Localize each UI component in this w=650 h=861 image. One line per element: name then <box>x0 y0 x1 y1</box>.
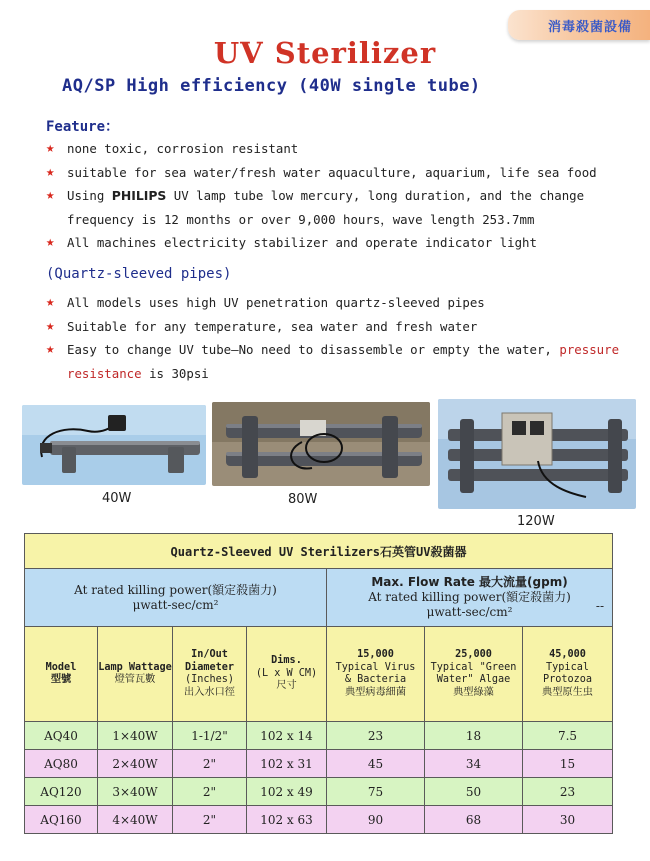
table-row: AQ160 4×40W 2" 102 x 63 90 68 30 <box>25 806 613 834</box>
quartz-item: ★ Easy to change UV tube—No need to disassemble or empty the water, pressure resistance is 30psi <box>46 338 626 385</box>
star-icon: ★ <box>46 234 55 250</box>
quartz-item: ★ Suitable for any temperature, sea water and fresh water <box>46 315 626 339</box>
page-subtitle: AQ/SP High efficiency (40W single tube) <box>62 76 481 96</box>
table-row: AQ40 1×40W 1-1/2" 102 x 14 23 18 7.5 <box>25 722 613 750</box>
feature-item: ★ All machines electricity stabilizer and operate indicator light <box>46 231 626 255</box>
spec-table <box>24 533 613 834</box>
feature-item: ★ none toxic, corrosion resistant <box>46 137 626 161</box>
photo-80w-caption: 80W <box>288 492 318 507</box>
photo-40w-caption: 40W <box>102 491 132 506</box>
table-row: AQ80 2×40W 2" 102 x 31 45 34 15 <box>25 750 613 778</box>
header-protozoa: 45,000 Typical Protozoa 典型原生虫 <box>523 627 613 722</box>
flow-rate-title: Max. Flow Rate 最大流量(gpm) <box>371 575 568 589</box>
feature-heading: Feature： <box>46 119 120 135</box>
header-model: Model 型號 <box>25 627 98 722</box>
header-lamp: Lamp Wattage 燈管瓦數 <box>98 627 173 722</box>
quartz-item: ★ All models uses high UV penetration quartz-sleeved pipes <box>46 291 626 315</box>
quartz-list <box>46 291 626 385</box>
flow-rate-cell: Max. Flow Rate 最大流量(gpm) At rated killing power(額定殺菌力) μwatt-sec/cm² -- <box>327 569 613 627</box>
header-virus: 15,000 Typical Virus & Bacteria 典型病毒細菌 <box>327 627 425 722</box>
feature-list <box>46 137 626 255</box>
photo-120w <box>438 399 636 509</box>
star-icon: ★ <box>46 140 55 156</box>
photo-80w <box>212 402 430 486</box>
photo-120w-caption: 120W <box>517 514 555 529</box>
killing-power-cell: At rated killing power(額定殺菌力) μwatt-sec/cm² <box>25 569 327 627</box>
star-icon: ★ <box>46 341 55 357</box>
brand-name: PHILIPS <box>111 188 167 203</box>
table-title: Quartz-Sleeved UV Sterilizers石英管UV殺菌器 <box>25 534 613 569</box>
photo-40w <box>22 405 206 485</box>
header-inout: In/Out Diameter (Inches) 出入水口徑 <box>173 627 247 722</box>
star-icon: ★ <box>46 163 55 180</box>
star-icon: ★ <box>46 187 55 203</box>
feature-item: ★ suitable for sea water/fresh water aquaculture, aquarium, life sea food <box>46 161 626 185</box>
star-icon: ★ <box>46 294 55 310</box>
table-row: AQ120 3×40W 2" 102 x 49 75 50 23 <box>25 778 613 806</box>
category-tab-label: 消毒殺菌設備 <box>547 20 632 35</box>
star-icon: ★ <box>46 317 55 334</box>
header-algae: 25,000 Typical "Green Water" Algae 典型綠藻 <box>425 627 523 722</box>
pressure-highlight: pressure resistance <box>67 342 620 381</box>
page-title: UV Sterilizer <box>213 36 437 70</box>
header-dims: Dims. (L x W CM) 尺寸 <box>247 627 327 722</box>
quartz-heading: (Quartz-sleeved pipes) <box>46 266 232 282</box>
feature-item: ★ Using PHILIPS UV lamp tube low mercury, long duration, and the change frequency is 12 months or over 9,000 hours，wave length 253.7mm <box>46 184 626 231</box>
